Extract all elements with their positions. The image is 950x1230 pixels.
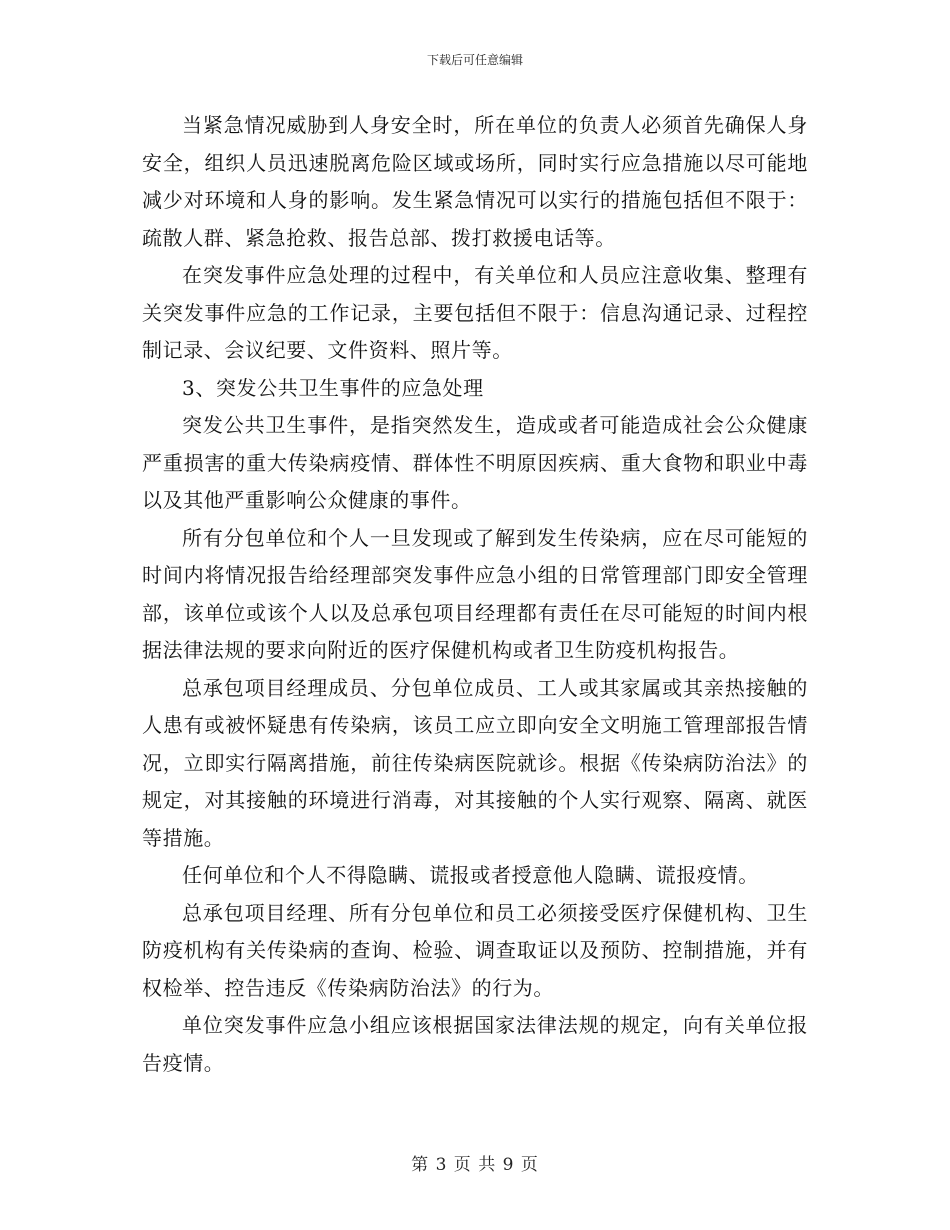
- paragraph-emergency-safety: 当紧急情况威胁到人身安全时，所在单位的负责人必须首先确保人身安全，组织人员迅速脱离危险区域或场所，同时实行应急措施以尽可能地减少对环境和人身的影响。发生紧急情况可以实行的措施包括但不限于：疏散人群、紧急抢救、报告总部、拨打救援电话等。: [142, 113, 808, 250]
- paragraph-work-records: 在突发事件应急处理的过程中，有关单位和人员应注意收集、整理有关突发事件应急的工作记录，主要包括但不限于：信息沟通记录、过程控制记录、会议纪要、文件资料、照片等。: [142, 263, 808, 362]
- paragraph-reporting: 所有分包单位和个人一旦发现或了解到发生传染病，应在尽可能短的时间内将情况报告给经理部突发事件应急小组的日常管理部门即安全管理部，该单位或该个人以及总承包项目经理都有责任在尽可能短的时间内根据法律法规的要求向附近的医疗保健机构或者卫生防疫机构报告。: [142, 525, 808, 662]
- paragraph-cooperation: 总承包项目经理、所有分包单位和员工必须接受医疗保健机构、卫生防疫机构有关传染病的查询、检验、调查取证以及预防、控制措施，并有权检举、控告违反《传染病防治法》的行为。: [142, 900, 808, 1000]
- section-heading-public-health: 3、突发公共卫生事件的应急处理: [182, 375, 484, 400]
- paragraph-report-epidemic: 单位突发事件应急小组应该根据国家法律法规的规定，向有关单位报告疫情。: [142, 1013, 808, 1075]
- paragraph-definition: 突发公共卫生事件，是指突然发生，造成或者可能造成社会公众健康严重损害的重大传染病疫情、群体性不明原因疾病、重大食物和职业中毒以及其他严重影响公众健康的事件。: [142, 413, 808, 512]
- page-header: 下载后可任意编辑: [426, 53, 523, 67]
- document-body: [142, 107, 808, 1082]
- page-number: 第 3 页 共 9 页: [411, 1155, 539, 1175]
- paragraph-isolation: 总承包项目经理成员、分包单位成员、工人或其家属或其亲热接触的人患有或被怀疑患有传染病，该员工应立即向安全文明施工管理部报告情况，立即实行隔离措施，前往传染病医院就诊。根据《传染病防治法》的规定，对其接触的环境进行消毒，对其接触的个人实行观察、隔离、就医等措施。: [142, 675, 808, 850]
- paragraph-no-concealment: 任何单位和个人不得隐瞒、谎报或者授意他人隐瞒、谎报疫情。: [182, 863, 759, 887]
